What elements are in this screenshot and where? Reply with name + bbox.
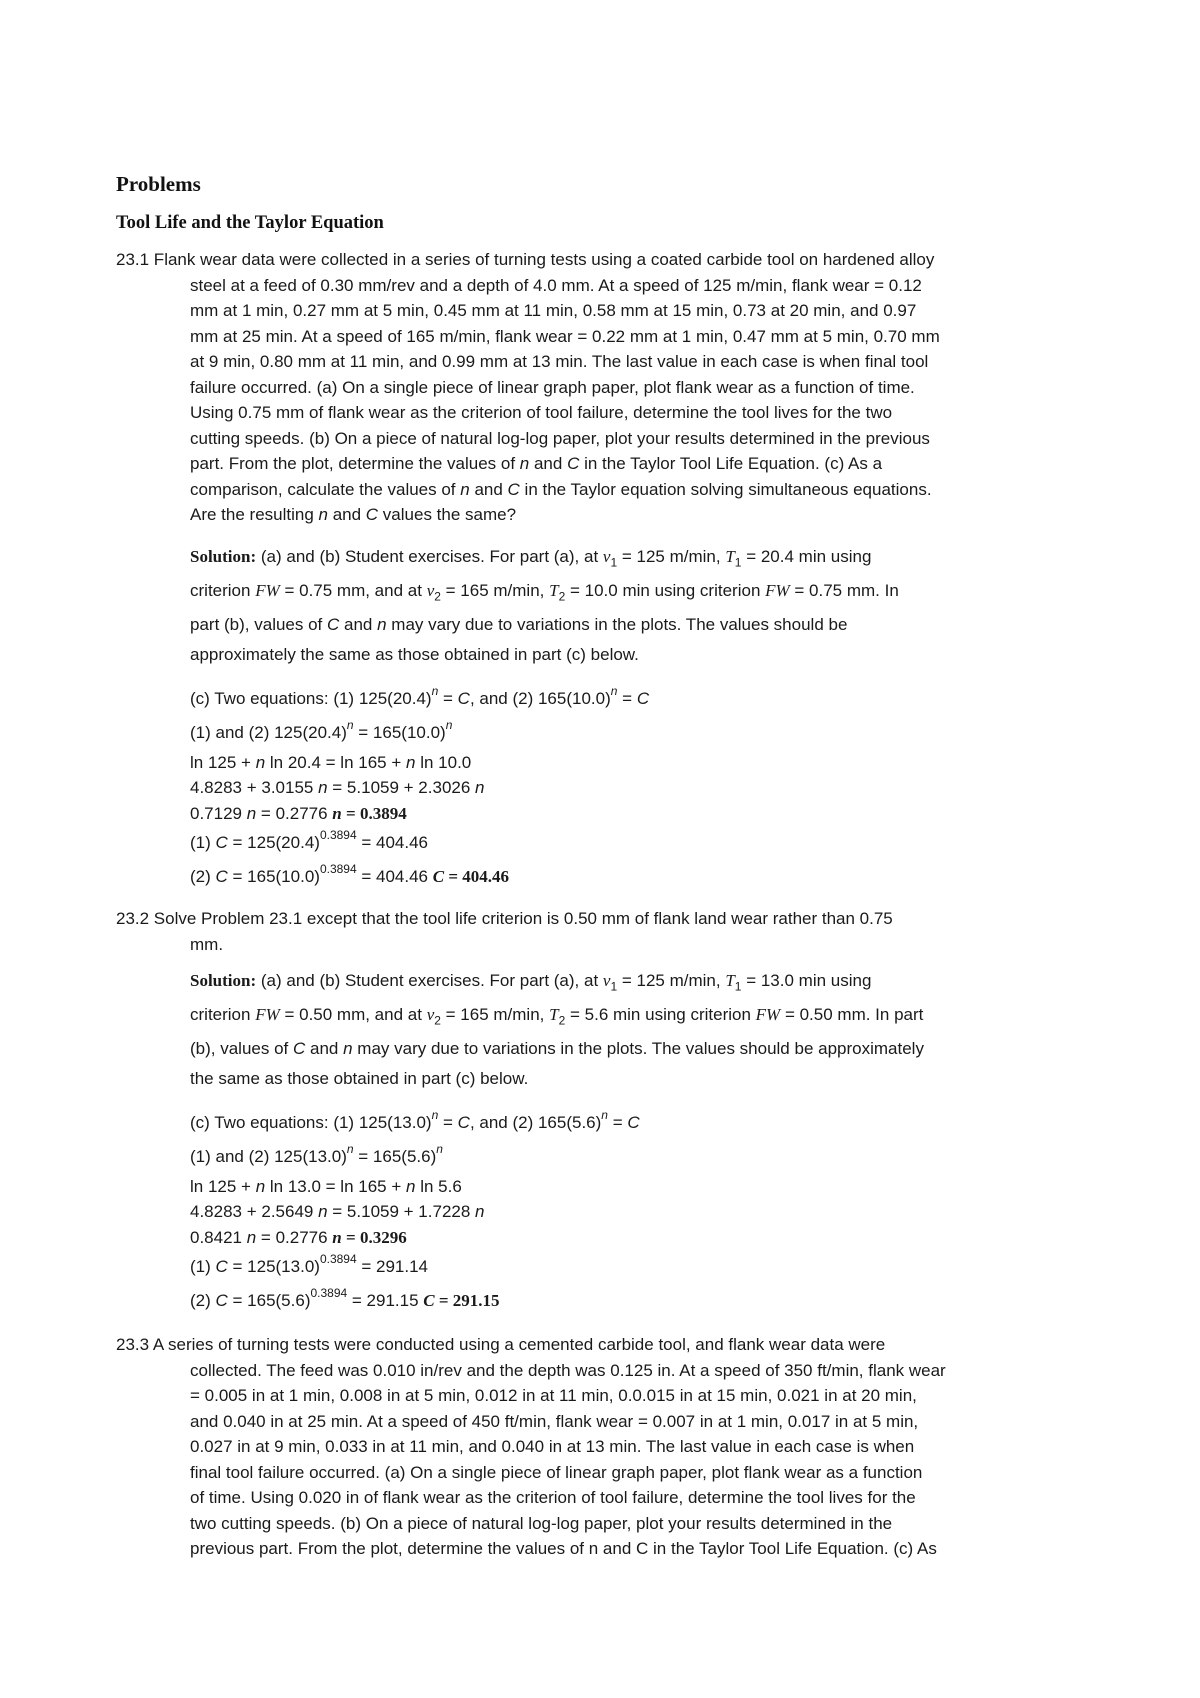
problem-line: failure occurred. (a) On a single piece of linear graph paper, plot flank wear as a function of time. [190,377,915,397]
problem-line: 23.3 A series of turning tests were conducted using a cemented carbide tool, and flank wear data were [116,1335,886,1354]
problem-line: previous part. From the plot, determine the values of n and C in the Taylor Tool Life Equation. (c) As [190,1539,937,1558]
problem-line: two cutting speeds. (b) On a piece of natural log-log paper, plot your results determined in the [190,1513,893,1533]
problem-line: at 9 min, 0.80 mm at 11 min, and 0.99 mm at 13 min. The last value in each case is when final tool [190,352,929,371]
equation-line: (2) $C = 165(5.6)^{0.3894} = 291.15$ C = 291.15 [190,1286,500,1310]
problem-line: cutting speeds. (b) On a piece of natural log-log paper, plot your results determined in the previous [190,428,930,448]
solution-line: Solution: (a) and (b) Student exercises. For part (a), at $v_1 = 125$ m/min, $T_1 = 13.0$ min using [190,971,872,994]
problem-23-2 [116,906,1092,957]
problem-line: of time. Using 0.020 in of flank wear as the criterion of tool failure, determine the tool lives for the [190,1488,916,1507]
equation-line: (1) $C = 125(13.0)^{0.3894} = 291.14$ [190,1252,429,1276]
problem-line: 0.027 in at 9 min, 0.033 in at 11 min, and 0.040 in at 13 min. The last value in each case is when [190,1437,915,1456]
solution-line: Solution: (a) and (b) Student exercises. For part (a), at $v_1 = 125$ m/min, $T_1 = 20.4$ min using [190,547,872,570]
problem-line: Are the resulting n and C values the same? [190,505,517,524]
solution-23-1 [190,540,1090,894]
equation-line: (c) Two equations: (1) $125(20.4)^n = C$, and (2) $165(10.0)^n = C$ [190,683,650,708]
equation-line: 4.8283 + 2.5649 n = 5.1059 + 1.7228 n [190,1202,485,1221]
equation-line: (c) Two equations: (1) $125(13.0)^n = C$, and (2) $165(5.6)^n = C$ [190,1107,640,1132]
heading-problems: Problems [116,172,201,196]
problem-line: and 0.040 in at 25 min. At a speed of 450 ft/min, flank wear = 0.007 in at 1 min, 0.017 in at 5 min, [190,1411,919,1431]
equation-line: (1) and (2) $125(13.0)^n = 165(5.6)^n$ [190,1141,443,1166]
problem-line: = 0.005 in at 1 min, 0.008 in at 5 min, 0.012 in at 11 min, 0.0.015 in at 15 min, 0.021 in at 20 min, [190,1386,917,1405]
equation-line: (1) $C = 125(20.4)^{0.3894} = 404.46$ [190,828,429,852]
solution-line: approximately the same as those obtained in part (c) below. [190,645,639,664]
problem-line: mm at 25 min. At a speed of 165 m/min, flank wear = 0.22 mm at 1 min, 0.47 mm at 5 min, 0.70 mm [190,326,940,346]
equation-line: 0.7129 n = 0.2776 n = 0.3894 [190,803,407,823]
problem-line: mm. [190,934,224,954]
problem-23-3 [116,1332,1092,1562]
problem-line: mm at 1 min, 0.27 mm at 5 min, 0.45 mm at 11 min, 0.58 mm at 15 min, 0.73 at 20 min, and 0.97 [190,301,917,320]
equation-line: 4.8283 + 3.0155 n = 5.1059 + 2.3026 n [190,778,485,797]
solution-23-2 [190,964,1090,1318]
problem-line: final tool failure occurred. (a) On a single piece of linear graph paper, plot flank wear as a function [190,1462,923,1482]
equation-line: (2) $C = 165(10.0)^{0.3894} = 404.46$ C = 404.46 [190,862,510,886]
solution-line: (b), values of C and n may vary due to variations in the plots. The values should be approximately [190,1039,924,1058]
equation-line: 0.8421 n = 0.2776 n = 0.3296 [190,1227,407,1247]
equation-line: ln 125 + n ln 20.4 = ln 165 + n ln 10.0 [190,752,472,772]
equation-line: (1) and (2) $125(20.4)^n = 165(10.0)^n$ [190,717,453,742]
equation-line: ln 125 + n ln 13.0 = ln 165 + n ln 5.6 [190,1176,462,1196]
problem-line: 23.2 Solve Problem 23.1 except that the tool life criterion is 0.50 mm of flank land wear rather than 0.75 [116,909,893,928]
problem-23-1 [116,247,1092,528]
heading-tool-life-taylor-equation: Tool Life and the Taylor Equation [116,213,384,233]
problem-line: steel at a feed of 0.30 mm/rev and a depth of 4.0 mm. At a speed of 125 m/min, flank wear = 0.12 [190,275,922,295]
problem-line: 23.1 Flank wear data were collected in a series of turning tests using a coated carbide tool on hardened alloy [116,250,935,269]
problem-line: collected. The feed was 0.010 in/rev and the depth was 0.125 in. At a speed of 350 ft/min, flank wear [190,1360,946,1380]
solution-line: criterion FW = 0.50 mm, and at $v_2 = 165$ m/min, $T_2 = 5.6$ min using criterion FW = 0.50 mm. In part [190,1005,924,1028]
problem-line: Using 0.75 mm of flank wear as the criterion of tool failure, determine the tool lives for the two [190,403,893,422]
problem-line: part. From the plot, determine the values of n and C in the Taylor Tool Life Equation. (c) As a [190,454,883,473]
problem-line: comparison, calculate the values of n and C in the Taylor equation solving simultaneous equations. [190,479,932,499]
solution-line: part (b), values of C and n may vary due to variations in the plots. The values should be [190,615,848,634]
solution-line: criterion FW = 0.75 mm, and at $v_2 = 165$ m/min, $T_2 = 10.0$ min using criterion FW = 0.75 mm. In [190,581,899,604]
solution-line: the same as those obtained in part (c) below. [190,1069,529,1088]
